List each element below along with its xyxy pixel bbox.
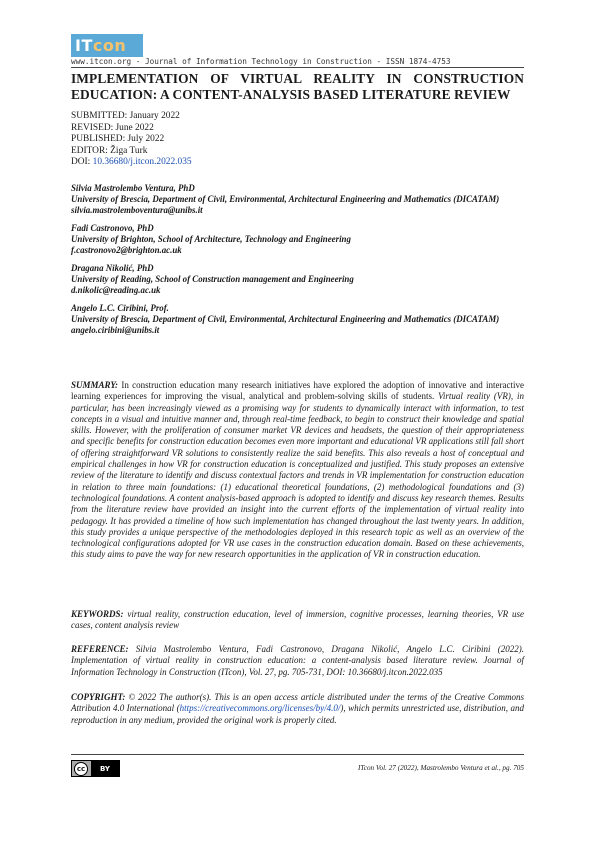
- copyright-section: [71, 692, 524, 726]
- author-affiliation: University of Brescia, Department of Civil, Environmental, Architectural Engineering and Mathematics (DICATAM): [71, 314, 500, 324]
- keywords-section: [71, 609, 524, 632]
- editor: EDITOR: Žiga Turk: [71, 145, 148, 156]
- paper-title: IMPLEMENTATION OF VIRTUAL REALITY IN CONSTRUCTION EDUCATION: A CONTENT-ANALYSIS BASED LITERATURE REVIEW: [71, 71, 524, 102]
- reference-label: REFERENCE:: [71, 644, 129, 654]
- author-block: [71, 223, 524, 256]
- author-block: [71, 303, 524, 336]
- logo-con: con: [92, 36, 127, 55]
- summary-text-plain: In construction education many research initiatives have explored the adoption of innovative and interactive learning experiences for improving the visual, analytical and problem-solving skills of students.: [71, 380, 524, 402]
- author-affiliation: University of Brescia, Department of Civil, Environmental, Architectural Engineering and Mathematics (DICATAM): [71, 194, 500, 204]
- journal-header-line: www.itcon.org - Journal of Information Technology in Construction - ISSN 1874-4753: [71, 57, 451, 66]
- author-name: Silvia Mastrolembo Ventura, PhD: [71, 183, 195, 193]
- copyright-text-before: © 2022 The author(s). This is an open access article distributed under the terms of the Creative Commons Attribution 4.0 International (: [71, 692, 524, 714]
- revised-date: REVISED: June 2022: [71, 122, 154, 133]
- author-list: [71, 183, 524, 343]
- summary-text-italic: Virtual reality (VR), in particular, has been increasingly viewed as a promising way for students to dynamically interact with information, to test concepts in a visual and intuitive manner and, through real-time feedback, to begin to construct their knowledge and spatial skills. However, with the proliferation of consumer market VR devices and headsets, the question of their appropriateness and specific benefits for construction education becomes even more important and educational VR applications still fall short of offering straightforward VR solutions to consistently realize the said benefits. This also reveals a host of conceptual and empirical challenges in how VR for construction education is conceptualized and justified. This study proposes an extensive review of the literature to identify and discuss contextual factors and trends in VR implementation for construction education in relation to three main foundations: (1) educational theoretical foundations, (2) methodological foundations and (3) technological foundations. A content analysis-based approach is adopted to identify and discuss key research themes. Results from the literature review have provided an insight into the current efforts of the implementation of virtual reality into pedagogy. It has provided a timeline of how such implementation has changed throughout the last twenty years. In addition, this study provides a unique perspective of the methodologies deployed in this research topic as well as an overview of the technological configurations adopted for VR use cases in the construction education domain. Based on these achievements, this study aims to pave the way for new research opportunities in the application of VR in construction education.: [71, 391, 524, 560]
- reference-text: Silvia Mastrolembo Ventura, Fadi Castronovo, Dragana Nikolić, Angelo L.C. Ciribini (2022). Implementation of virtual reality in construction education: a content-analysis based literature review. Journal of Information Technology in Construction (ITcon), Vol. 27, pg. 705-731, DOI: 10.36680/j.itcon.2022.035: [71, 644, 524, 677]
- author-affiliation: University of Reading, School of Construction management and Engineering: [71, 274, 354, 284]
- author-name: Fadi Castronovo, PhD: [71, 223, 154, 233]
- itcon-logo: [71, 34, 143, 57]
- doi-link[interactable]: 10.36680/j.itcon.2022.035: [92, 157, 192, 167]
- author-affiliation: University of Brighton, School of Architecture, Technology and Engineering: [71, 234, 351, 244]
- keywords-text: virtual reality, construction education, level of immersion, cognitive processes, learning theories, VR use cases, content analysis review: [71, 609, 524, 631]
- author-email[interactable]: d.nikolic@reading.ac.uk: [71, 285, 161, 295]
- copyright-text-after: ), which permits unrestricted use, distribution, and reproduction in any medium, provided the original work is properly cited.: [71, 703, 524, 725]
- doi-line: [71, 157, 192, 169]
- cc-icon: cc: [74, 762, 88, 776]
- reference-section: [71, 644, 524, 678]
- doi-label: DOI:: [71, 157, 93, 167]
- author-email[interactable]: angelo.ciribini@unibs.it: [71, 325, 160, 335]
- submitted-date: SUBMITTED: January 2022: [71, 111, 180, 121]
- author-block: [71, 183, 524, 216]
- author-name: Angelo L.C. Ciribini, Prof.: [71, 303, 169, 313]
- published-date: PUBLISHED: July 2022: [71, 134, 165, 144]
- author-email[interactable]: f.castronovo2@brighton.ac.uk: [71, 245, 182, 255]
- keywords-label: KEYWORDS:: [71, 609, 124, 619]
- footer-rule: [71, 754, 524, 755]
- author-block: [71, 263, 524, 296]
- summary-label: SUMMARY:: [71, 380, 119, 390]
- by-icon: BY: [91, 761, 119, 776]
- cc-by-license-icon[interactable]: [71, 760, 120, 777]
- author-email[interactable]: silvia.mastrolemboventura@unibs.it: [71, 205, 203, 215]
- author-name: Dragana Nikolić, PhD: [71, 263, 154, 273]
- header-rule: [71, 67, 524, 68]
- license-link[interactable]: https://creativecommons.org/licenses/by/4.0/: [179, 703, 341, 714]
- submission-meta: [71, 111, 192, 169]
- logo-it: IT: [75, 36, 93, 55]
- summary-section: [71, 380, 524, 561]
- page-footer: ITcon Vol. 27 (2022), Mastrolembo Ventura et al., pg. 705: [358, 764, 524, 772]
- copyright-label: COPYRIGHT:: [71, 692, 126, 702]
